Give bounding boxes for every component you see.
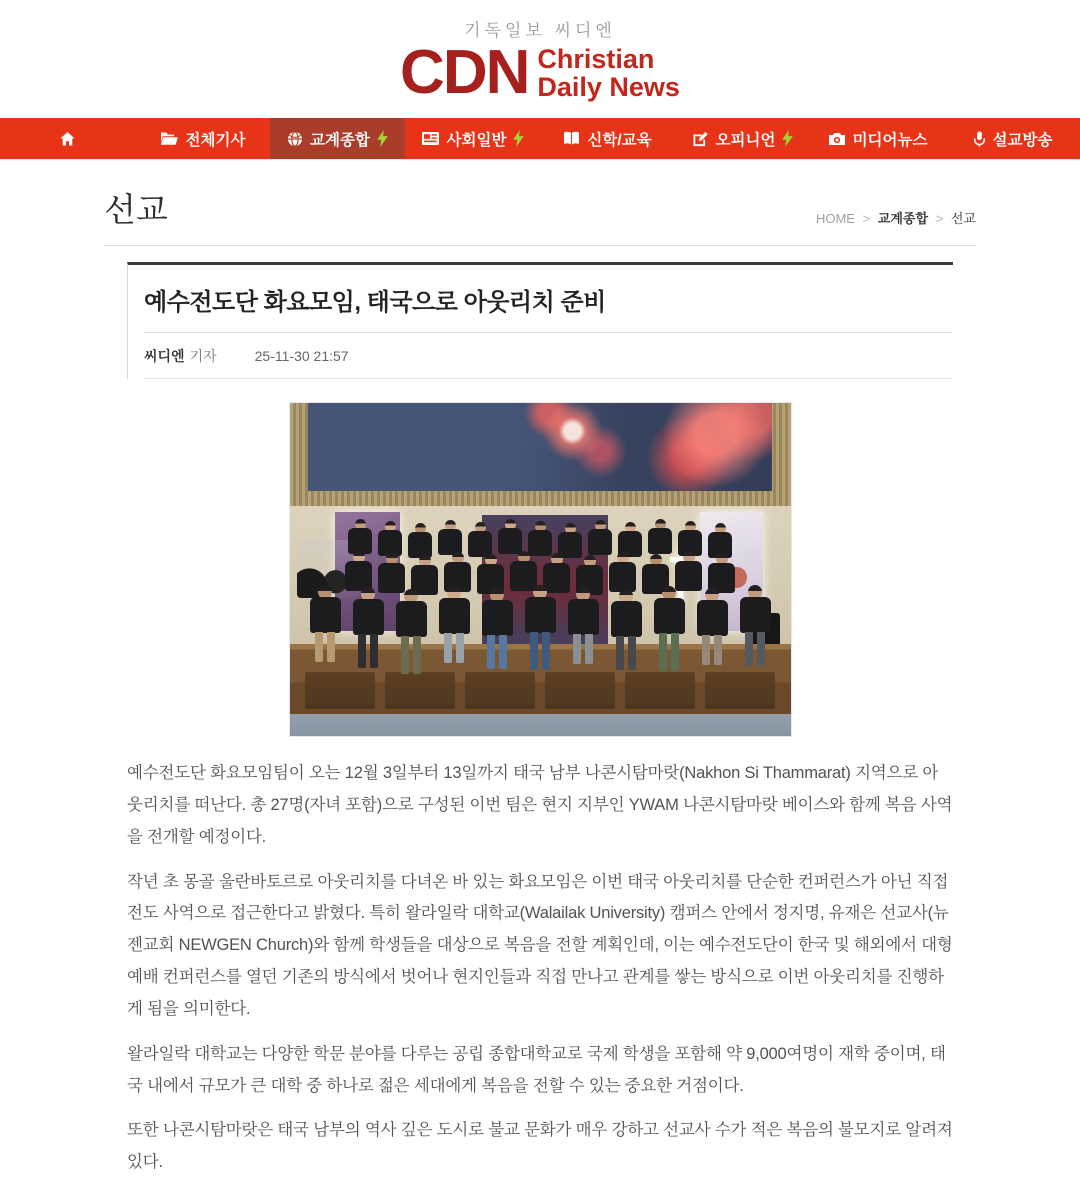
logo-cdn-text: CDN [400, 38, 529, 107]
page-title: 선교 [104, 191, 168, 228]
article-paragraph: 작년 초 몽골 울란바토르로 아웃리치를 다녀온 바 있는 화요모임은 이번 태국 아웃리치를 단순한 컨퍼런스가 아닌 직접 전도 사역으로 접근한다고 밝혔다. 특히 왈라일락 대학교(Walailak University) 캠퍼스 안에서 정지명, 유재은 선교사(뉴젠교회 NEWGEN Church)와 함께 학생들을 대상으로 복음을 전할 계획인데, 이는 예수전도단이 한국 및 해외에서 대형 예배 컨퍼런스를 열던 기존의 방식에서 벗어나 현지인들과 직접 만나고 관계를 쌓는 방식으로 이번 아웃리치를 진행하게 됨을 의미한다. [127, 872, 953, 1018]
nav-item-label: 미디어뉴스 [852, 131, 928, 149]
breadcrumb-category[interactable]: 교계종합 [877, 211, 929, 226]
nav-item-전체기사[interactable] [135, 118, 270, 159]
article-paragraph: 예수전도단 화요모임팀이 오는 12월 3일부터 13일까지 태국 남부 나콘시탐마랏(Nakhon Si Thammarat) 지역으로 아웃리치를 떠난다. 총 27명(자녀 포함)으로 구성된 이번 팀은 현지 지부인 YWAM 나콘시탐마랏 베이스와 함께 복음 사역을 전개할 예정이다. [127, 764, 953, 846]
book-icon [563, 131, 580, 146]
article-paragraph: 또한 나콘시탐마랏은 태국 남부의 역사 깊은 도시로 불교 문화가 매우 강하고 선교사 수가 적은 복음의 불모지로 알려져 있다. [127, 1121, 953, 1172]
nav-item-미디어뉴스[interactable] [810, 118, 945, 159]
lightning-bolt-icon [377, 130, 388, 147]
globe-icon [287, 131, 303, 147]
author-name: 씨디엔 [144, 348, 185, 364]
nav-item-교계종합[interactable] [270, 118, 405, 159]
article-paragraph: 왈라일락 대학교는 다양한 학문 분야를 다루는 공립 종합대학교로 국제 학생을 포함해 약 9,000여명이 재학 중이며, 태국 내에서 규모가 큰 대학 중 하나로 젊은 세대에게 복음을 전할 수 있는 중요한 거점이다. [127, 1044, 946, 1095]
site-header [0, 0, 1080, 118]
article-body [127, 758, 953, 1179]
article-head [127, 262, 953, 379]
section-header [104, 184, 976, 246]
breadcrumb [816, 208, 976, 231]
nav-item-설교방송[interactable] [945, 118, 1080, 159]
author-suffix: 기자 [189, 348, 217, 364]
nav-item-label: 사회일반 [446, 131, 507, 149]
breadcrumb-separator: > [935, 211, 944, 226]
nav-item-home[interactable] [0, 118, 135, 159]
camera-icon [828, 132, 846, 146]
photo-people-row [290, 587, 791, 674]
photo-led-screen [308, 403, 773, 491]
nav-item-오피니언[interactable] [675, 118, 810, 159]
microphone-icon [973, 131, 986, 147]
breadcrumb-current: 선교 [950, 211, 976, 226]
lightning-bolt-icon [513, 130, 524, 147]
site-tagline: 기독일보 씨디엔 [464, 21, 616, 40]
newspaper-icon [421, 131, 440, 146]
folder-icon [160, 131, 179, 146]
article-byline [144, 333, 953, 379]
site-logo[interactable] [0, 38, 1080, 107]
nav-item-사회일반[interactable] [405, 118, 540, 159]
home-icon [59, 131, 76, 147]
breadcrumb-separator: > [862, 211, 871, 226]
nav-item-label: 설교방송 [992, 131, 1053, 149]
photo-floor [290, 714, 791, 736]
nav-item-label: 오피니언 [715, 131, 776, 149]
publish-date: 25-11-30 21:57 [254, 348, 349, 364]
breadcrumb-home[interactable]: HOME [815, 211, 855, 226]
nav-item-label: 교계종합 [310, 131, 370, 149]
photo-wood-panel [290, 403, 791, 506]
article-photo [289, 402, 792, 737]
nav-item-label: 신학/교육 [587, 131, 652, 149]
article [127, 262, 953, 1179]
article-title: 예수전도단 화요모임, 태국으로 아웃리치 준비 [144, 265, 953, 333]
logo-subtitle: Christian Daily News [537, 43, 680, 103]
main-nav [0, 118, 1080, 160]
nav-item-label: 전체기사 [185, 131, 246, 149]
nav-item-신학/교육[interactable] [540, 118, 675, 159]
lightning-bolt-icon [782, 130, 793, 147]
edit-icon [692, 131, 709, 147]
